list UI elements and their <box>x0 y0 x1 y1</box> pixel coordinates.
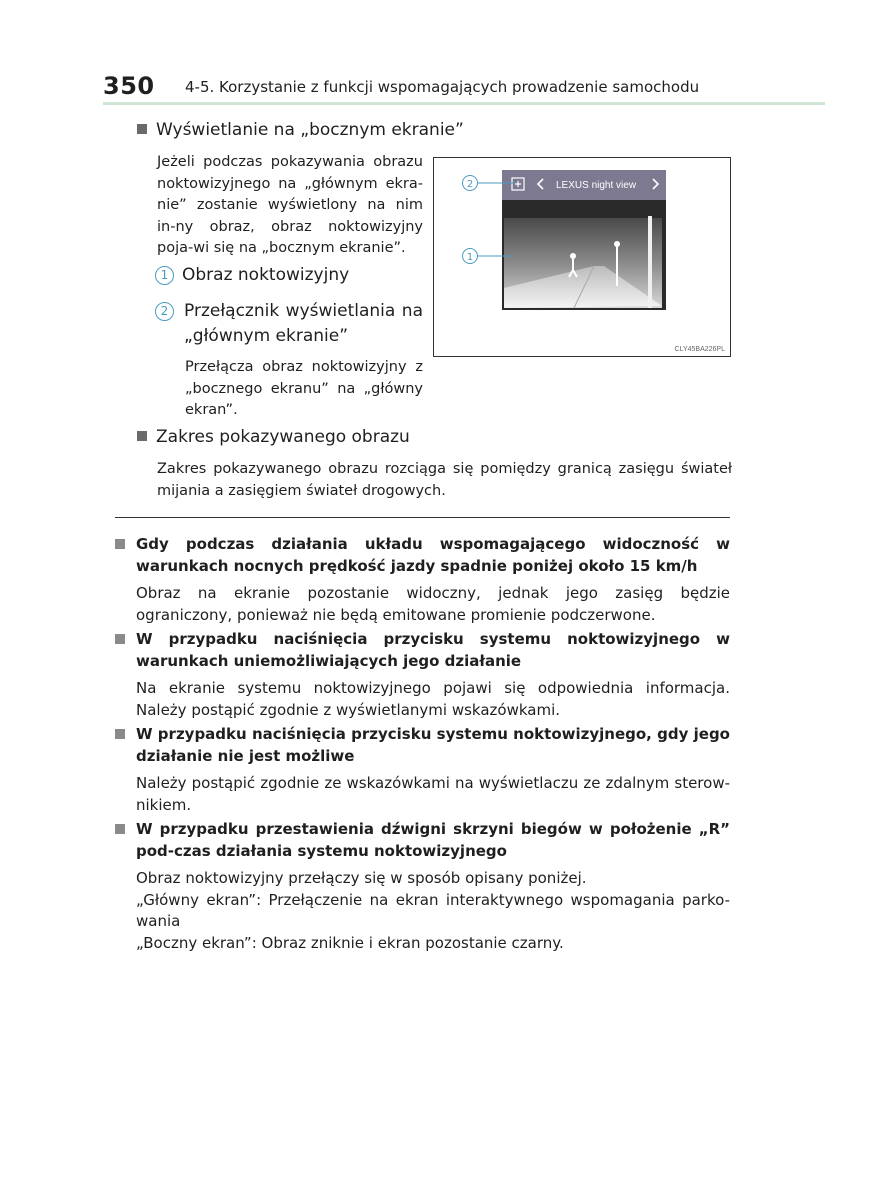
list-item-label: Przełącznik wyświetlania na „głównym ekranie” <box>184 301 423 346</box>
list-item-label: Obraz noktowizyjny <box>182 265 350 285</box>
night-view-figure <box>433 157 731 357</box>
note-3 <box>115 723 730 816</box>
list-item-note: Przełącza obraz noktowizyjny z „bocznego ekranu” na „główny ekran”. <box>185 359 423 418</box>
page-number: 350 <box>103 72 155 100</box>
list-item-2 <box>155 299 423 349</box>
section-paragraph: Zakres pokazywanego obrazu rozciąga się pomiędzy granicą zasięgu świateł mijania a zasięgiem świateł drogowych. <box>157 461 732 499</box>
section-paragraph: Jeżeli podczas pokazywania obrazu noktowizyjnego na „głównym ekra-nie” zostanie wyświetlony na nim in-ny obraz, obraz noktowizyjny poja-wi się na „bocznym ekranie”. <box>157 154 423 256</box>
section-heading-side-screen <box>137 120 464 140</box>
note-text: Należy postąpić zgodnie ze wskazówkami na wyświetlaczu ze zdalnym sterow-nikiem. <box>136 774 730 814</box>
bullet-square-icon <box>115 824 125 834</box>
note-heading: W przypadku naciśnięcia przycisku systemu noktowizyjnego w warunkach uniemożliwiających jego działanie <box>136 630 730 670</box>
chapter-title: 4-5. Korzystanie z funkcji wspomagających prowadzenie samochodu <box>185 78 700 96</box>
figure-code: CLY45BA226PL <box>674 346 725 353</box>
note-text: Obraz na ekranie pozostanie widoczny, jednak jego zasięg będzie ograniczony, ponieważ nie będą emitowane promienie podczerwone. <box>136 584 730 624</box>
bullet-square-icon <box>115 634 125 644</box>
screen-title: LEXUS night view <box>556 180 637 191</box>
circled-number-icon: 1 <box>155 266 174 285</box>
note-heading: Gdy podczas działania układu wspomagającego widoczność w warunkach nocnych prędkość jazdy spadnie poniżej około 15 km/h <box>136 535 730 575</box>
note-text: Obraz noktowizyjny przełączy się w sposób opisany poniżej. <box>136 869 587 887</box>
note-text: Na ekranie systemu noktowizyjnego pojawi się odpowiednia informacja. Należy postąpić zgodnie z wyświetlanymi wskazówkami. <box>136 679 730 719</box>
note-1 <box>115 533 730 626</box>
section-divider <box>115 517 730 518</box>
section-heading-text: Zakres pokazywanego obrazu <box>156 427 410 447</box>
section-heading-range <box>137 427 410 447</box>
header-rule <box>103 102 825 105</box>
note-heading: W przypadku przestawienia dźwigni skrzyni biegów w położenie „R” pod-czas działania systemu noktowizyjnego <box>136 820 730 860</box>
bullet-square-icon <box>137 431 147 441</box>
note-text-line: „Boczny ekran”: Obraz zniknie i ekran pozostanie czarny. <box>136 933 564 952</box>
night-view-screen-illustration <box>434 158 730 356</box>
note-heading: W przypadku naciśnięcia przycisku systemu noktowizyjnego, gdy jego działanie nie jest możliwe <box>136 725 730 765</box>
bullet-square-icon <box>115 539 125 549</box>
note-2 <box>115 628 730 721</box>
section-heading-text: Wyświetlanie na „bocznym ekranie” <box>156 120 464 140</box>
callout-1-label: 1 <box>466 252 474 263</box>
circled-number-icon: 2 <box>155 302 174 321</box>
note-4 <box>115 818 730 954</box>
bullet-square-icon <box>137 124 147 134</box>
list-item-1 <box>155 265 349 285</box>
note-text-line: „Główny ekran”: Przełączenie na ekran interaktywnego wspomagania parko-wania <box>136 890 730 930</box>
callout-2-label: 2 <box>466 179 474 190</box>
bullet-square-icon <box>115 729 125 739</box>
